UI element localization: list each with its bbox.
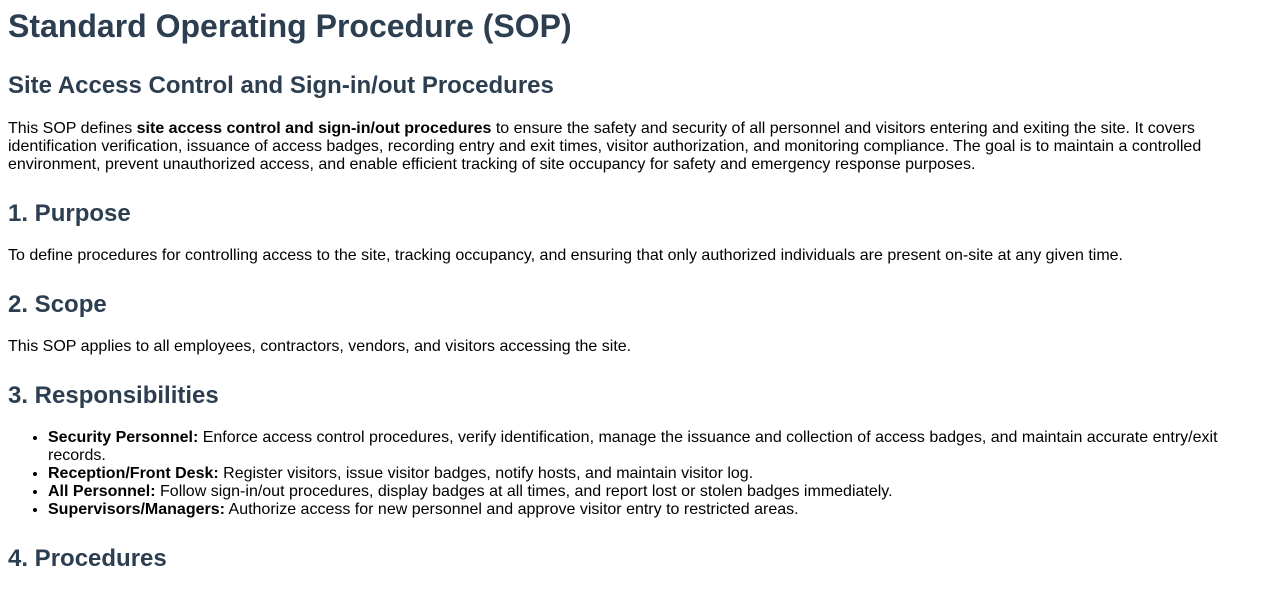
intro-text-before: This SOP defines [8,120,137,137]
list-item [48,429,1255,465]
responsibilities-list [8,429,1255,519]
procedures-heading: 4. Procedures [8,545,167,572]
scope-text: This SOP applies to all employees, contractors, vendors, and visitors accessing the site. [8,338,632,355]
scope-heading: 2. Scope [8,291,107,318]
list-item [48,501,1255,519]
role-label: Supervisors/Managers: [48,501,225,518]
list-item [48,483,1255,501]
intro-text-after: to ensure the safety and security of all personnel and visitors entering and exiting the site. It covers identification verification, issuance of access badges, recording entry and exit times, visitor authorization, and monitoring compliance. The goal is to maintain a controlled environment, prevent unauthorized access, and enable efficient tracking of site occupancy for safety and emergency response purposes. [8,120,1202,173]
responsibilities-heading: 3. Responsibilities [8,382,219,409]
role-label: Security Personnel: [48,429,199,446]
role-label: Reception/Front Desk: [48,465,219,482]
role-description: Register visitors, issue visitor badges, notify hosts, and maintain visitor log. [218,465,754,482]
intro-text-bold: site access control and sign-in/out procedures [136,120,492,137]
purpose-text: To define procedures for controlling access to the site, tracking occupancy, and ensuring that only authorized individuals are present on-site at any given time. [8,247,1123,264]
page-title: Standard Operating Procedure (SOP) [8,8,572,44]
intro-paragraph [8,120,1255,174]
purpose-heading: 1. Purpose [8,200,131,227]
sop-document [0,7,1263,573]
list-item [48,465,1255,483]
role-description: Follow sign-in/out procedures, display badges at all times, and report lost or stolen badges immediately. [155,483,893,500]
role-description: Authorize access for new personnel and approve visitor entry to restricted areas. [224,501,799,518]
role-label: All Personnel: [48,483,156,500]
page-subtitle: Site Access Control and Sign-in/out Procedures [8,72,554,99]
role-description: Enforce access control procedures, verify identification, manage the issuance and collection of access badges, and maintain accurate entry/exit records. [48,429,1218,464]
